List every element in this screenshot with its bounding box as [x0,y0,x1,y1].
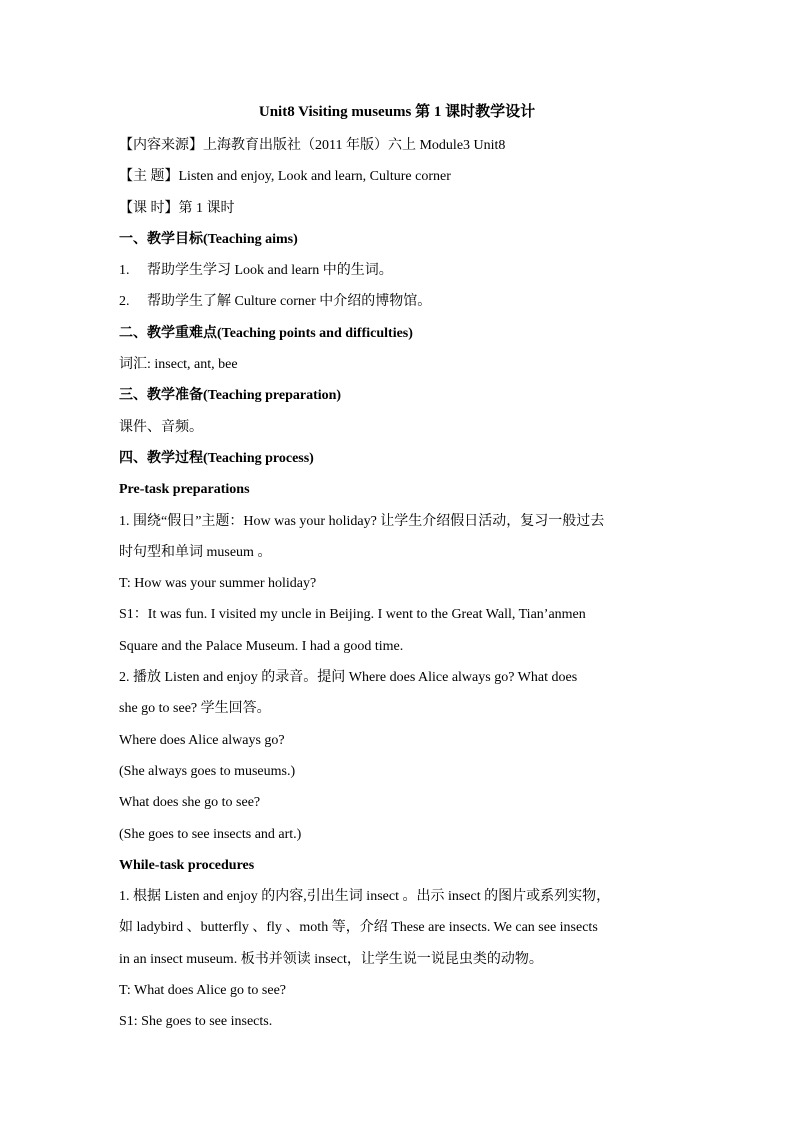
pre-task-line: Where does Alice always go? [119,732,285,748]
period-line: 【课 时】第 1 课时 [119,200,235,216]
pre-task-line: (She goes to see insects and art.) [119,826,302,842]
pre-task-line: she go to see? 学生回答。 [119,701,271,717]
document-title: Unit8 Visiting museums 第 1 课时教学设计 [258,104,536,120]
preparation-heading: 三、教学准备(Teaching preparation) [119,388,342,404]
document-body [119,130,694,1038]
while-task-line: S1: She goes to see insects. [119,1014,273,1030]
pre-task-line: Square and the Palace Museum. I had a good time. [119,638,404,654]
aim-text: 帮助学生学习 Look and learn 中的生词。 [147,263,393,279]
aim-text: 帮助学生了解 Culture corner 中介绍的博物馆。 [147,294,432,310]
aim-item [119,286,694,317]
aim-number: 1. [119,263,130,279]
pre-task-line: 时句型和单词 museum 。 [119,544,272,560]
pre-task-line: S1：It was fun. I visited my uncle in Beijing. I went to the Great Wall, Tian’anmen [119,607,586,623]
while-task-line: 1. 根据 Listen and enjoy 的内容,引出生词 insect 。出示 insect 的图片或系列实物， [119,889,611,905]
while-task-line: in an insect museum. 板书并领读 insect，让学生说一说昆虫类的动物。 [119,951,543,967]
while-task-heading: While-task procedures [119,857,255,873]
aims-heading: 一、教学目标(Teaching aims) [119,231,298,247]
pre-task-line: 2. 播放 Listen and enjoy 的录音。提问 Where does Alice always go? What does [119,670,578,686]
while-task-line: 如 ladybird 、butterfly 、fly 、moth 等，介绍 These are insects. We can see insects [119,920,598,936]
aim-number: 2. [119,294,130,310]
pre-task-line: (She always goes to museums.) [119,763,296,779]
topic-line: 【主 题】Listen and enjoy, Look and learn, Culture corner [119,169,451,185]
preparation-text: 课件、音频。 [119,419,203,435]
pre-task-line: T: How was your summer holiday? [119,576,317,592]
pre-task-line: What does she go to see? [119,795,261,811]
pre-task-line: 1. 围绕“假日”主题：How was your holiday? 让学生介绍假日活动，复习一般过去 [119,513,605,529]
aim-item [119,255,694,286]
points-text: 词汇: insect, ant, bee [119,357,238,373]
process-heading: 四、教学过程(Teaching process) [119,450,314,466]
source-line: 【内容来源】上海教育出版社（2011 年版）六上 Module3 Unit8 [119,138,506,153]
while-task-line: T: What does Alice go to see? [119,983,286,999]
pre-task-heading: Pre-task preparations [119,482,250,498]
points-heading: 二、教学重难点(Teaching points and difficulties) [119,325,413,341]
